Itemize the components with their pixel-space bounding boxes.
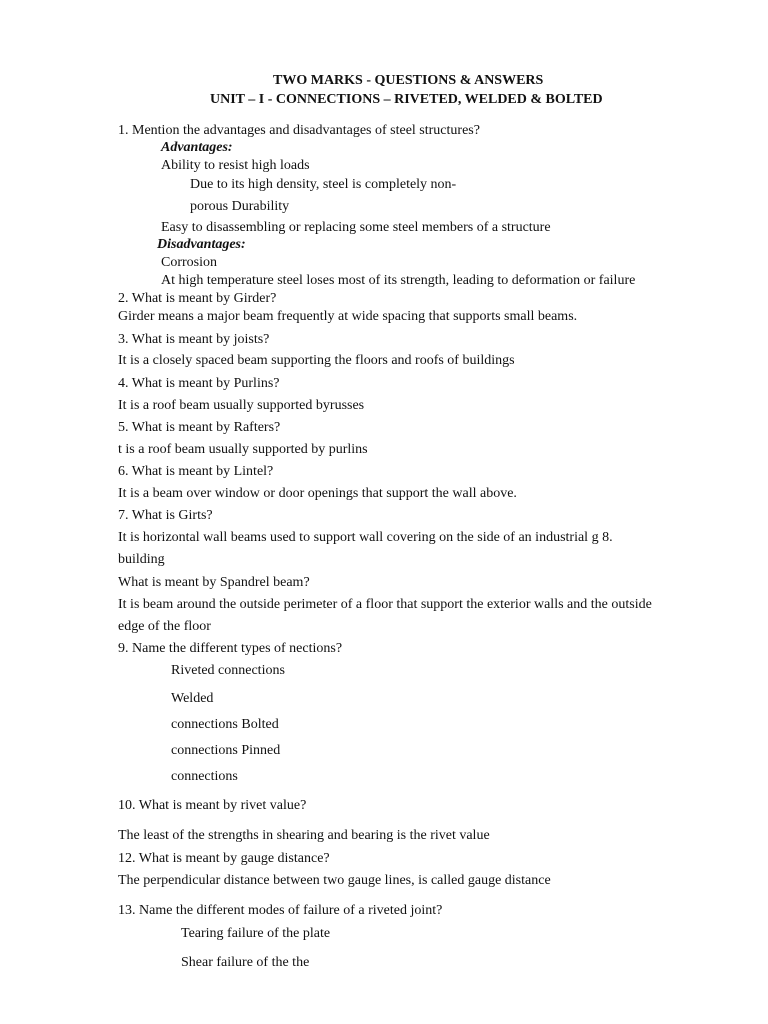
advantage-2a: Due to its high density, steel is completely non- xyxy=(190,177,457,192)
advantage-3: Easy to disassembling or replacing some steel members of a structure xyxy=(161,220,551,235)
answer-9-3: connections Bolted xyxy=(171,717,279,732)
answer-13-1: Tearing failure of the plate xyxy=(181,926,331,941)
advantages-heading: Advantages: xyxy=(161,140,233,155)
answer-7b: building xyxy=(118,552,165,567)
answer-4: It is a roof beam usually supported byrusses xyxy=(118,398,365,413)
question-8: What is meant by Spandrel beam? xyxy=(118,575,310,590)
answer-5: t is a roof beam usually supported by purlins xyxy=(118,442,368,457)
advantage-1: Ability to resist high loads xyxy=(161,158,310,173)
answer-8a: It is beam around the outside perimeter of a floor that support the exterior walls and the outside xyxy=(118,597,652,612)
disadvantage-1: Corrosion xyxy=(161,255,217,270)
answer-9-2: Welded xyxy=(171,691,214,706)
question-2: 2. What is meant by Girder? xyxy=(118,291,277,306)
answer-7a: It is horizontal wall beams used to support wall covering on the side of an industrial g 8. xyxy=(118,530,613,545)
advantage-2b: porous Durability xyxy=(190,199,290,214)
question-3: 3. What is meant by joists? xyxy=(118,332,270,347)
question-5: 5. What is meant by Rafters? xyxy=(118,420,281,435)
question-10: 10. What is meant by rivet value? xyxy=(118,798,307,813)
question-7: 7. What is Girts? xyxy=(118,508,213,523)
question-12: 12. What is meant by gauge distance? xyxy=(118,851,330,866)
question-6: 6. What is meant by Lintel? xyxy=(118,464,274,479)
disadvantage-2: At high temperature steel loses most of its strength, leading to deformation or failure xyxy=(161,273,636,288)
answer-12: The perpendicular distance between two gauge lines, is called gauge distance xyxy=(118,873,551,888)
question-13: 13. Name the different modes of failure of a riveted joint? xyxy=(118,903,443,918)
answer-9-1: Riveted connections xyxy=(171,663,285,678)
document-title: TWO MARKS - QUESTIONS & ANSWERS xyxy=(273,73,544,88)
disadvantages-heading: Disadvantages: xyxy=(157,237,246,252)
answer-3: It is a closely spaced beam supporting the floors and roofs of buildings xyxy=(118,353,515,368)
answer-6: It is a beam over window or door openings that support the wall above. xyxy=(118,486,517,501)
answer-2: Girder means a major beam frequently at wide spacing that supports small beams. xyxy=(118,309,578,324)
answer-10: The least of the strengths in shearing and bearing is the rivet value xyxy=(118,828,490,843)
answer-13-2: Shear failure of the the xyxy=(181,955,310,970)
answer-9-5: connections xyxy=(171,769,238,784)
answer-9-4: connections Pinned xyxy=(171,743,281,758)
question-4: 4. What is meant by Purlins? xyxy=(118,376,280,391)
document-subtitle: UNIT – I - CONNECTIONS – RIVETED, WELDED & BOLTED xyxy=(210,92,603,107)
question-1: 1. Mention the advantages and disadvantages of steel structures? xyxy=(118,123,480,138)
question-9: 9. Name the different types of nections? xyxy=(118,641,343,656)
answer-8b: edge of the floor xyxy=(118,619,211,634)
